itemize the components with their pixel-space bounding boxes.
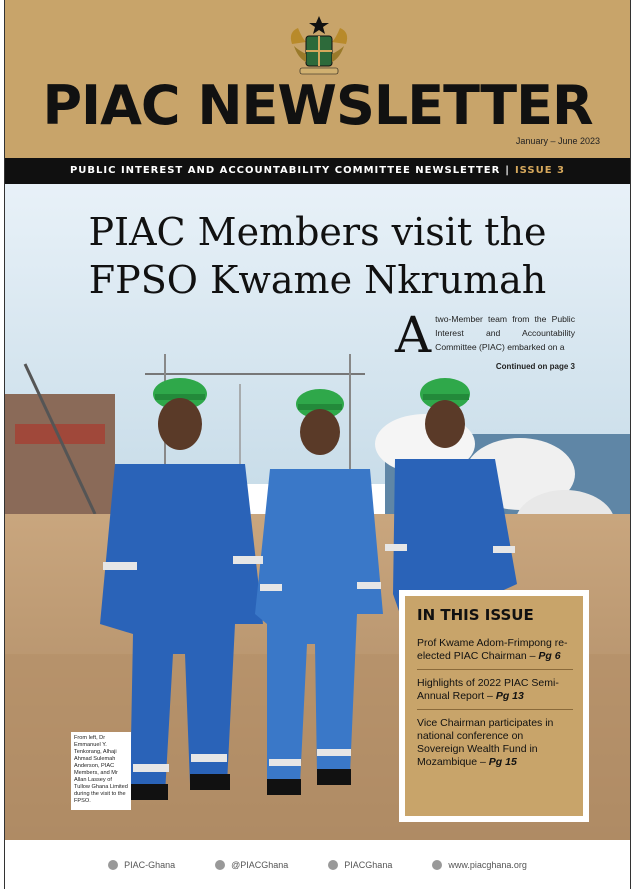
issue-item-text: Prof Kwame Adom-Frimpong re-elected PIAC Chairman –	[417, 637, 568, 662]
lead-paragraph	[395, 306, 575, 374]
footer-instagram-label: PIACGhana	[344, 859, 393, 870]
masthead	[5, 0, 630, 158]
footer-twitter-label: @PIACGhana	[231, 859, 289, 870]
headline-line-2: FPSO Kwame Nkrumah	[88, 258, 547, 302]
photo-caption: From left, Dr Emmanuel Y. Tenkorang, Alhaji Ahmad Sulemah Anderson, PIAC Members, and Mr Allan Lassey of Tullow Ghana Limited during the visit to the FPSO.	[71, 732, 131, 810]
newsletter-cover	[4, 0, 631, 889]
lead-text: two-Member team from the Public Interest and Accountability Committee (PIAC) embarked on a	[435, 314, 575, 352]
twitter-icon	[215, 860, 225, 870]
globe-icon	[432, 860, 442, 870]
issue-number: ISSUE 3	[514, 165, 566, 176]
footer-twitter[interactable]	[215, 860, 288, 870]
instagram-icon	[328, 860, 338, 870]
continued-link[interactable]: Continued on page 3	[495, 362, 575, 371]
footer-website-label: www.piacghana.org	[448, 859, 527, 870]
header-strip	[5, 158, 630, 184]
issue-item-page: Pg 13	[495, 690, 524, 702]
headline-line-1: PIAC Members visit the	[88, 210, 547, 254]
footer	[5, 840, 630, 889]
in-this-issue-box	[399, 590, 589, 822]
in-this-issue-heading: IN THIS ISSUE	[417, 606, 534, 624]
footer-facebook[interactable]	[108, 860, 175, 870]
drop-cap: A	[395, 306, 432, 364]
newsletter-title: PIAC NEWSLETTER	[42, 74, 593, 137]
strip-text: PUBLIC INTEREST AND ACCOUNTABILITY COMMITTEE NEWSLETTER	[69, 165, 501, 176]
issue-date: January – June 2023	[515, 136, 600, 146]
footer-instagram[interactable]	[328, 860, 392, 870]
footer-facebook-label: PIAC-Ghana	[124, 859, 176, 870]
issue-item[interactable]	[417, 669, 573, 709]
facebook-icon	[108, 860, 118, 870]
coat-of-arms-icon	[284, 14, 354, 78]
issue-item-page: Pg 15	[488, 756, 517, 768]
issue-item[interactable]	[417, 630, 573, 669]
issue-item-text: Vice Chairman participates in national conference on Sovereign Wealth Fund in Mozambique –	[417, 717, 554, 768]
footer-website[interactable]	[432, 860, 527, 870]
issue-item[interactable]	[417, 709, 573, 775]
cover-headline	[5, 208, 630, 304]
issue-item-text: Highlights of 2022 PIAC Semi-Annual Report –	[417, 677, 559, 702]
strip-separator: |	[505, 165, 510, 176]
issue-item-page: Pg 6	[538, 650, 561, 662]
